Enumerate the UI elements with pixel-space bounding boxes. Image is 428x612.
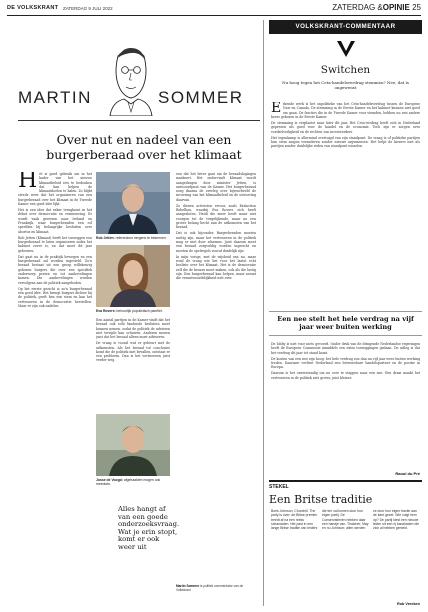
paragraph: In mijn vorige, met de wijsheid van nu, maar rond de vraag wie het voor het laatst echt besliste over het klimaat. Het is de democratie zelf die de keuzes moet maken, ook als die lastig zijn. Een burgerberaad kan helpen, maar neemt die verantwoordelijkheid niet over. <box>176 254 256 281</box>
paragraph: Daarom is het onverstandig om nu over te stappen naar een nee. Een draai maakt het vertrouwen in de politiek niet groter, juist kleiner. <box>271 371 420 380</box>
photo-block-rovers <box>96 245 170 313</box>
column-divider <box>263 20 264 606</box>
portrait-photo-de-voogd <box>96 414 170 476</box>
photo-block-jetten <box>96 172 170 240</box>
author-first-name: MARTIN <box>18 88 92 107</box>
article-column-3 <box>176 172 256 580</box>
editorial-subtitle: Nu hoog tegen het Ceta-handelsverdrag stemmen? Nee, dat is ongewenst <box>282 80 409 91</box>
stekel-text: Boris Johnson, Churchill. The party is over: de Britse premier treedt af na een reeks schandalen. Het past in een lange Britse traditie van leiders die ten val komen door hun eigen partij. De Conservatieven hebben daar een handje van. Thatcher, May en nu Johnson: allen werden ze door hun eigen fractie aan de kant gezet. Wie volgt hem op? De partij kiest een nieuwe leider uit een rij kandidaten die zich al hebben gemeld. <box>271 509 419 531</box>
editorial-pull-quote: Een nee stelt het hele verdrag na vijf jaar weer buiten werking <box>269 311 422 336</box>
paragraph: Dat gaat nu in de praktijk bewegen en een burgerberaad zal worden ingesteld. Zo'n beraad bestaat uit een groep willekeurig gekozen burgers die over een specifiek onderwerp praten en tot aanbevelingen komen. Die aanbevelingen worden vervolgens aan de politiek aangeboden. <box>18 254 92 285</box>
article-column-2 <box>96 318 170 406</box>
page-number: 25 <box>412 3 421 12</box>
paragraph: et is goed gebruik om in het kader van het nieuwe klimaatbeleid iets te bedenken dat kan helpen de klimaatdoelen te halen. Zo blijkt steeds weer dat het organiseren van een burgerberaad over het klimaat in de Tweede Kamer een goed idee lijkt. <box>18 172 92 207</box>
photo-block-de-voogd <box>96 414 170 487</box>
paragraph: Rob Jetten (Klimaat) heeft het toezeggen een burgerberaad te laten organiseren zodra het kabinet zover is, en dat moet dit jaar gebeuren. <box>18 235 92 253</box>
paragraph: Een aantal partijen in de Kamer vindt dat het beraad ook echt bindende besluiten moet kunnen nemen, zodat de politiek de adviezen niet terzijde kan schuiven. Anderen menen juist dat het beraad alleen moet adviseren. <box>96 318 170 340</box>
article-column-1 <box>18 172 92 594</box>
photo-caption: Josse de Voogd: afgehaakten mogen ook meedoen. <box>96 478 161 487</box>
header-divider <box>18 120 260 121</box>
paragraph: Dat is ook bijzonder. Burgerberaden moeten nuttig zijn, maar het vertrouwen in de politiek mag er niet door afnemen. Juist daarom moet een beraad zorgvuldig worden ingericht en moeten de spelregels vooraf duidelijk zijn. <box>176 231 256 253</box>
author-portrait-illustration <box>106 42 156 116</box>
paragraph: een dat het beter gaat om de beraadslagingen markeert. Het ondervindt klimaat wordt aangedragen door minister Jetten, is antwoordpunt van de Kamer. Het burgerberaad zoeg daarna de overleg over bijvoorbeeld de invoering van het klimaatbeleid en de uitvoering daarvan. <box>176 172 256 202</box>
masthead <box>7 4 421 16</box>
stekel-title: Een Britse traditie <box>269 493 373 506</box>
editorial-column <box>269 20 422 606</box>
issue-date: ZATERDAG 9 JULI 2022 <box>63 5 113 11</box>
drop-cap: H <box>18 172 38 193</box>
editorial-title: Switchen <box>320 64 371 76</box>
author-header <box>18 32 260 130</box>
author-byline: Martin Sommer is politiek commentator van de Volkskrant <box>176 584 244 593</box>
stekel-body <box>271 509 420 605</box>
paragraph: Op het eerste gezicht is zo'n burgerberaad een goed idee. Het brengt burgers dichter bij de politiek, geeft hen een stem en kan het vertrouwen in de democratie herstellen. Maar er zijn ook nadelen. <box>18 286 92 308</box>
newspaper-brand: DE VOLKSKRANT <box>7 5 59 11</box>
section-label: ZATERDAG &OPINIE 25 <box>332 3 421 12</box>
paragraph: De stemming is verplaatst naar later dit jaar. Het Ceta-verdrag heeft zich in Nederland geprezen als goed voor de handel en de economie. Toch zijn er zorgen over voedselveiligheid en de rechten van investeerders. <box>271 120 420 134</box>
drop-cap: E <box>271 102 282 116</box>
photo-caption: Eva Rovers: behoorlijk populistisch pamflet. <box>96 309 163 313</box>
portrait-photo-rovers <box>96 245 170 307</box>
portrait-photo-jetten <box>96 172 170 234</box>
stekel-tag: STEKEL <box>269 484 289 490</box>
pull-quote: Alles hangt af van een goede onderzoeksvraag. Wat je erin stopt, komt er ook weer uit <box>118 505 180 551</box>
paragraph: Het tegenkamp is allermind overtuigd van zijn standpunt. De vraag is of politieke partijen hun stem mogen veranderen zonder nieuwe argumenten. Het helpt de kiezers niet als partijen zonder duidelijke reden van standpunt wisselen. <box>271 135 420 149</box>
paragraph: rkende werk is het onpolitieke van het Ceta-handelsverdrag tussen de Europese Unie en Canada. De stemming in de Eerste Kamer en het kabinet kunnen niet goed om gaan. De fracties die in de Tweede Kamer voor stemden, hebben nu een andere koers gekozen in de Eerste Kamer. <box>271 102 420 119</box>
stekel-section <box>269 480 422 506</box>
editorial-kicker: VOLKSKRANT-COMMENTAAR <box>269 20 422 34</box>
volkskrant-v-logo <box>336 40 356 58</box>
article-headline: Over nut en nadeel van een burgerberaad over het klimaat <box>46 132 242 162</box>
stekel-signature: Rob Vreeken <box>396 602 420 606</box>
paragraph: Het is een idee dat vaker terugkomt in het debat over democratie en vernieuwing. Er wordt vaak gewezen naar Ierland en Frankrijk, waar burgerberaden een rol speelden bij belangrijke besluiten over abortus en klimaat. <box>18 208 92 234</box>
photo-caption: Rob Jetten: referendum nergens te bekennen. <box>96 236 167 240</box>
paragraph: De vraag is vooral wat er gebeurt met de uitkomsten. Als het beraad tot conclusies komt die de politiek niet bevallen, ontstaat er een probleem. Dan is het vertrouwen juist verder weg. <box>96 341 170 363</box>
editorial-body <box>271 102 420 302</box>
paragraph: De lobby is niet voor niets gevoerd. Onder druk van de dringende Nederlandse regeringen heeft de Europese Commissie inmiddels een extra toezeggingen gedaan. De uitleg is dat het verdrag dit jaar tot stand komt. <box>271 342 420 355</box>
editorial-signature: Raoul du Pré <box>395 471 420 476</box>
paragraph: Zo dienen activisten ervoor, zoals Extinction Rebellion, waarbij Eva Rovers zich heeft aangesloten. Heidi die meer heeft maar niet voorgen tot de vergelijkende, maar nu een groter belang hecht aan de uitkomsten van het beraad. <box>176 203 256 230</box>
editorial-body-continued <box>271 342 420 468</box>
paragraph: De kosten van een nee zijn hoog: het hele verdrag zou dan na vijf jaar weer buiten werking treden. Daarmee verliest Nederland een betrouwbare handelspartner en de positie in Europa. <box>271 356 420 370</box>
author-last-name: SOMMER <box>158 88 244 107</box>
